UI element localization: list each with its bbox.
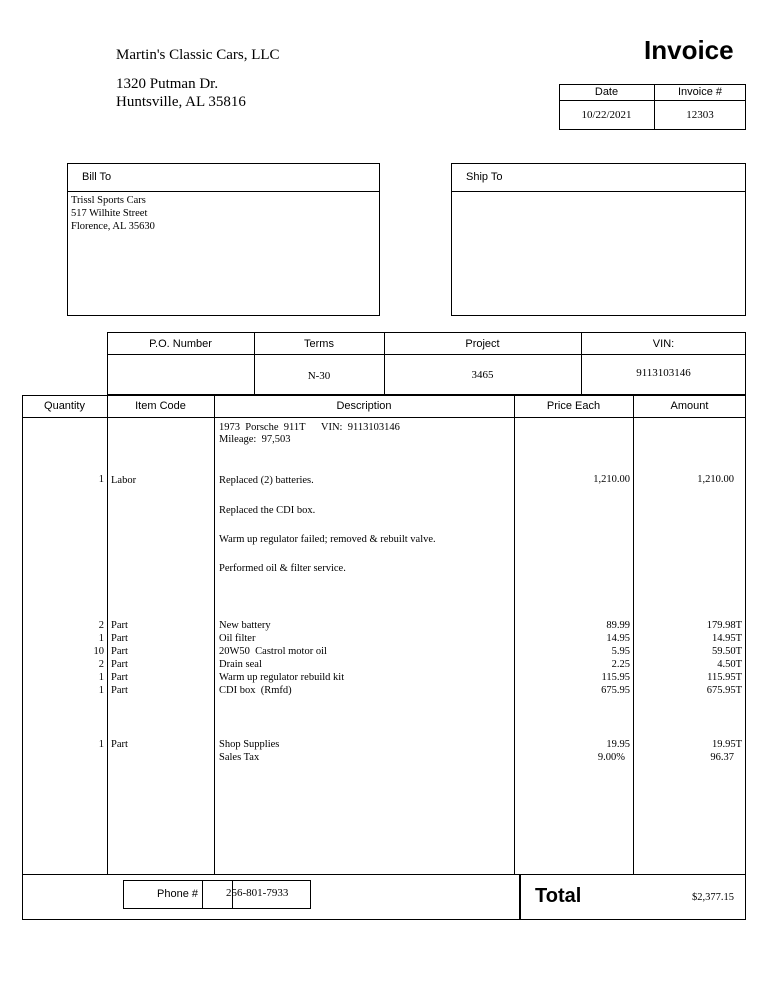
sales-tax-desc: Sales Tax (219, 752, 260, 763)
part-amount: 675.95T (706, 685, 742, 696)
part-code: Part (111, 672, 128, 683)
part-qty: 2 (98, 620, 104, 631)
part-qty: 10 (93, 646, 104, 657)
invoice-title: Invoice (644, 35, 734, 65)
labor-price: 1,210.00 (593, 474, 630, 485)
terms-label: Terms (304, 338, 334, 350)
phone-label: Phone # (157, 888, 198, 900)
quantity-header: Quantity (44, 400, 85, 412)
part-amount: 115.95T (707, 672, 742, 683)
invoice-date: 10/22/2021 (581, 109, 632, 121)
supplies-code: Part (111, 739, 128, 750)
labor-desc: Performed oil & filter service. (219, 563, 346, 574)
part-qty: 1 (98, 685, 104, 696)
part-code: Part (111, 620, 128, 631)
part-price: 14.95 (606, 633, 630, 644)
phone-number: 256-801-7933 (226, 887, 289, 899)
part-code: Part (111, 633, 128, 644)
part-price: 5.95 (611, 646, 630, 657)
total-label: Total (535, 885, 582, 907)
price-each-header: Price Each (546, 400, 601, 412)
sales-tax-amount: 96.37 (710, 752, 734, 763)
bill-to-label: Bill To (82, 171, 112, 183)
company-name: Martin's Classic Cars, LLC (116, 47, 280, 63)
labor-desc: Warm up regulator failed; removed & rebuilt valve. (219, 534, 436, 545)
part-desc: CDI box (Rmfd) (219, 685, 292, 696)
part-qty: 1 (98, 633, 104, 644)
part-desc: Warm up regulator rebuild kit (219, 672, 345, 683)
part-qty: 2 (98, 659, 104, 670)
po-number-label: P.O. Number (149, 338, 212, 350)
part-amount: 59.50T (711, 646, 742, 657)
amount-header: Amount (670, 400, 709, 412)
bill-to-line: Florence, AL 35630 (71, 221, 155, 232)
part-amount: 14.95T (711, 633, 742, 644)
part-code: Part (111, 659, 128, 670)
labor-amount: 1,210.00 (697, 474, 734, 485)
labor-desc: Replaced (2) batteries. (219, 475, 314, 486)
part-code: Part (111, 646, 128, 657)
part-price: 89.99 (606, 620, 630, 631)
part-price: 115.95 (601, 672, 630, 683)
part-price: 675.95 (601, 685, 630, 696)
part-amount: 179.98T (706, 620, 742, 631)
supplies-price: 19.95 (606, 739, 630, 750)
line-items-table (22, 395, 746, 875)
company-address-line2: Huntsville, AL 35816 (116, 94, 246, 110)
project-value: 3465 (471, 369, 494, 381)
sales-tax-rate: 9.00% (597, 752, 625, 763)
vehicle-line: 1973 Porsche 911T VIN: 9113103146 (219, 422, 400, 433)
part-qty: 1 (98, 672, 104, 683)
part-desc: New battery (219, 620, 271, 631)
ship-to-label: Ship To (466, 171, 503, 183)
part-code: Part (111, 685, 128, 696)
part-price: 2.25 (611, 659, 630, 670)
item-code-header: Item Code (135, 400, 186, 412)
vin-label: VIN: (652, 338, 675, 350)
terms-value: N-30 (307, 370, 331, 382)
total-amount: $2,377.15 (692, 892, 734, 903)
part-desc: Drain seal (219, 659, 262, 670)
bill-to-line: 517 Wilhite Street (71, 208, 148, 219)
labor-desc: Replaced the CDI box. (219, 505, 316, 516)
invoice-number-label: Invoice # (677, 86, 723, 98)
mileage-line: Mileage: 97,503 (219, 434, 291, 445)
bill-to-line: Trissl Sports Cars (71, 195, 146, 206)
supplies-qty: 1 (98, 739, 104, 750)
project-label: Project (465, 338, 500, 350)
labor-qty: 1 (98, 474, 104, 485)
supplies-desc: Shop Supplies (219, 739, 280, 750)
part-desc: Oil filter (219, 633, 256, 644)
date-label: Date (594, 86, 619, 98)
invoice-number: 12303 (686, 109, 714, 121)
supplies-amount: 19.95T (711, 739, 742, 750)
part-desc: 20W50 Castrol motor oil (219, 646, 327, 657)
ship-to-box (451, 163, 746, 316)
labor-code: Labor (111, 475, 137, 486)
company-address-line1: 1320 Putman Dr. (116, 76, 219, 92)
description-header: Description (336, 400, 392, 412)
part-amount: 4.50T (717, 659, 742, 670)
bill-to-box (67, 163, 380, 316)
vin-value: 9113103146 (636, 367, 691, 379)
